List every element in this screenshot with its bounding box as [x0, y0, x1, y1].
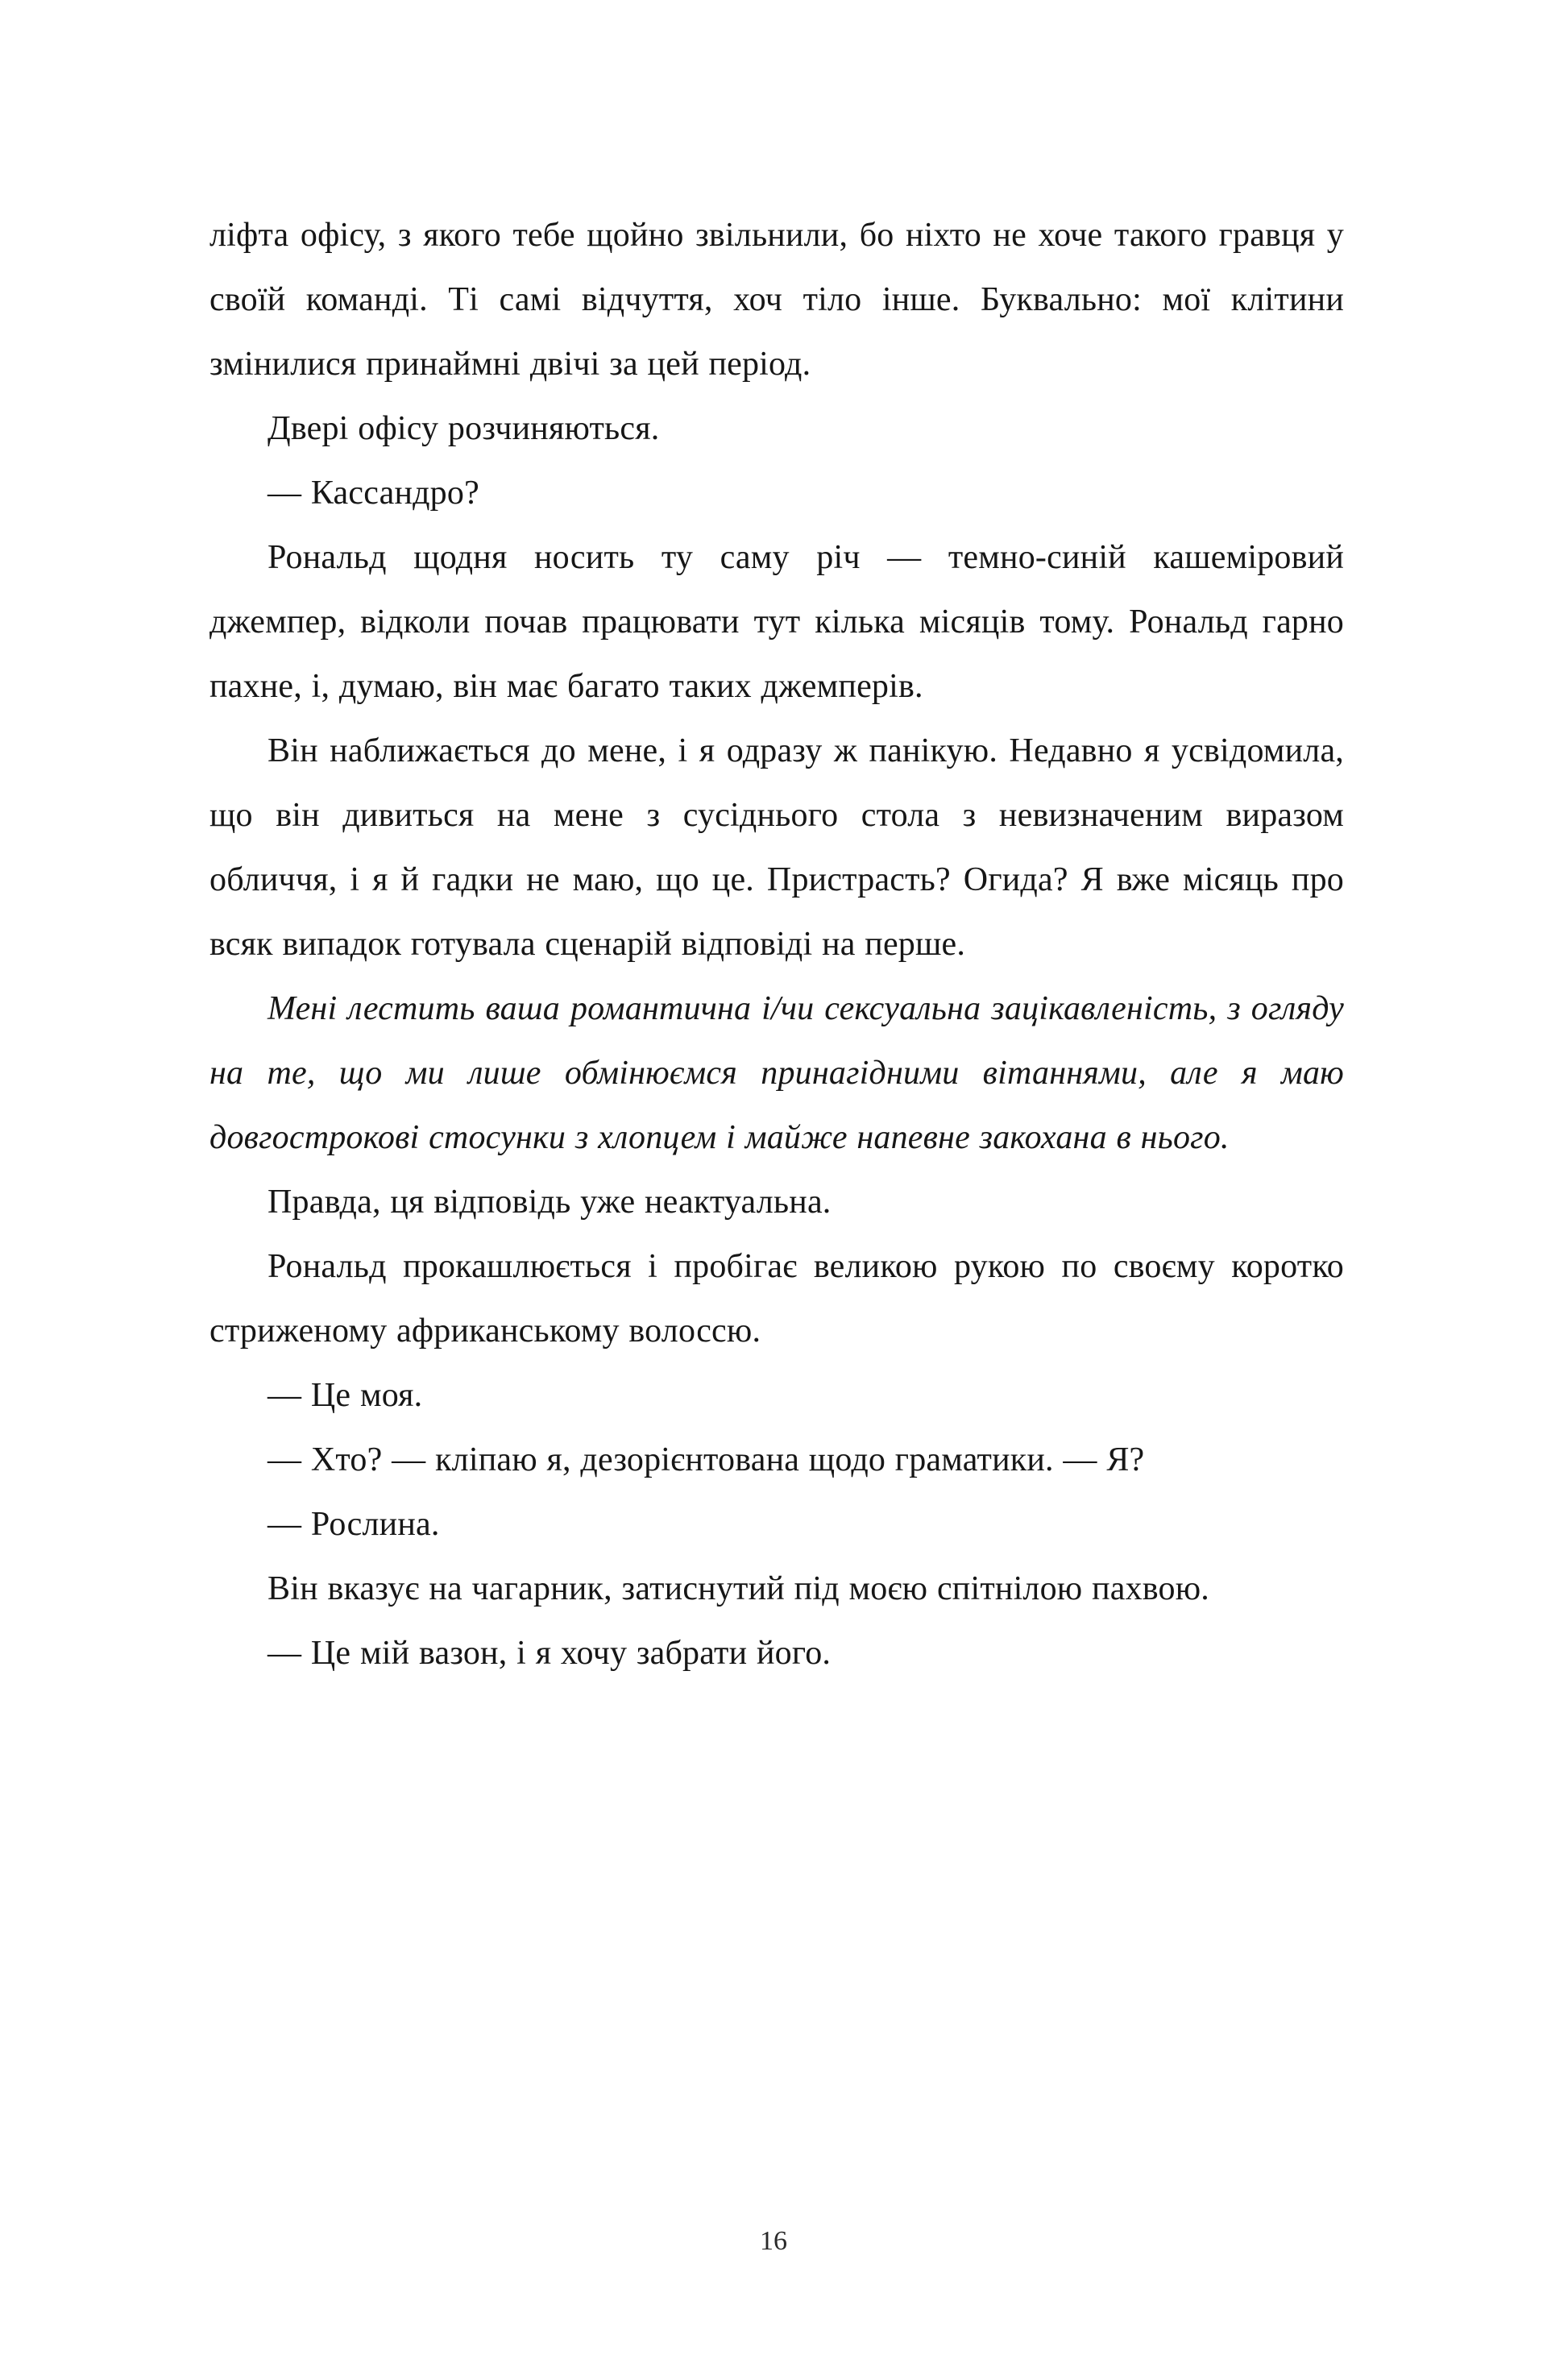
paragraph: — Кассандро?	[268, 475, 479, 512]
paragraph: — Рослина.	[268, 1506, 440, 1543]
paragraph: Він вказує на чагарник, затиснутий під моєю спітнілою пахвою.	[268, 1570, 1210, 1607]
paragraph: Рональд щодня носить ту саму річ — темно-синій кашеміровий джемпер, відколи почав працювати тут кілька місяців тому. Рональд гарно пахне, і, думаю, він має багато таких джемперів.	[209, 539, 1344, 705]
paragraph: — Хто? — кліпаю я, дезорієнтована щодо граматики. — Я?	[268, 1441, 1145, 1478]
paragraph: — Це моя.	[268, 1377, 423, 1414]
paragraph: Мені лестить ваша романтична і/чи сексуальна зацікавленість, з огляду на те, що ми лише обмінюємся принагідними вітаннями, але я маю довгострокові стосунки з хлопцем і майже напевне закохана в нього.	[209, 990, 1344, 1156]
paragraph: Двері офісу розчиняються.	[268, 410, 660, 447]
paragraph: Рональд прокашлюється і пробігає великою рукою по своєму коротко стриженому африканському волоссю.	[209, 1248, 1344, 1350]
paragraph: Правда, ця відповідь уже неактуальна.	[268, 1184, 832, 1221]
page-number: 16	[760, 2226, 787, 2256]
paragraph: — Це мій вазон, і я хочу забрати його.	[268, 1635, 832, 1672]
text-block	[209, 203, 1344, 1685]
paragraph: ліфта офісу, з якого тебе щойно звільнили, бо ніхто не хоче такого гравця у своїй команді. Ті самі відчуття, хоч тіло інше. Буквально: мої клітини змінилися принаймні двічі за цей період.	[209, 217, 1344, 383]
paragraph: Він наближається до мене, і я одразу ж панікую. Недавно я усвідомила, що він дивиться на мене з сусіднього стола з невизначеним виразом обличчя, і я й гадки не маю, що це. Пристрасть? Огида? Я вже місяць про всяк випадок готувала сценарій відповіді на перше.	[209, 732, 1344, 963]
